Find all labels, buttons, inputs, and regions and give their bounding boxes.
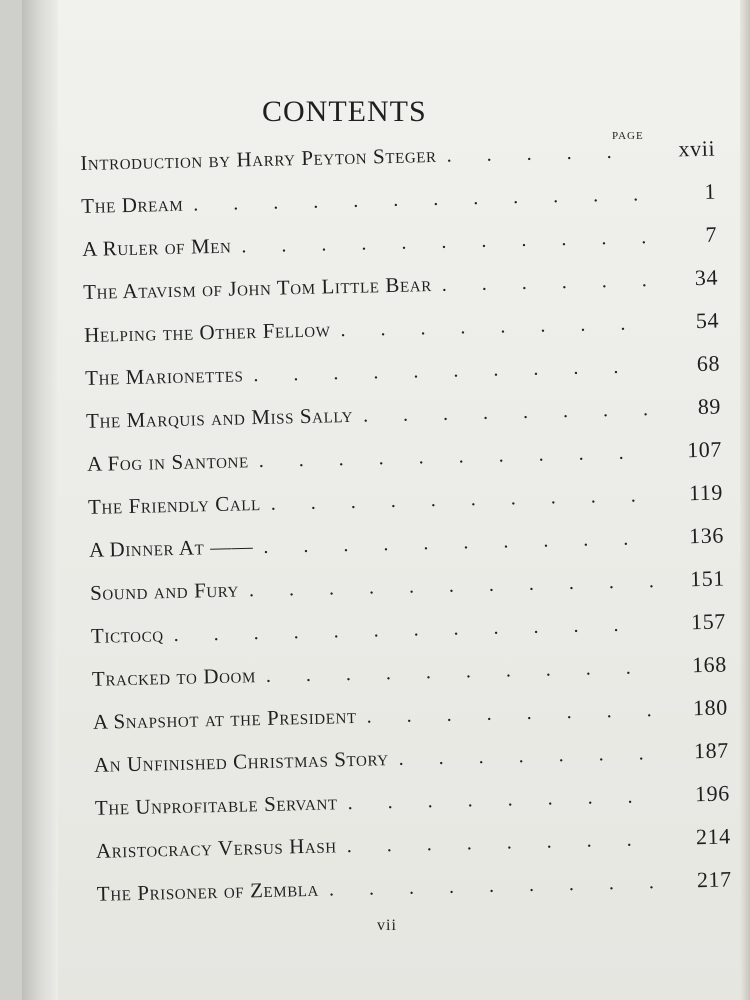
page-edge xyxy=(740,0,750,1000)
dot-leader xyxy=(258,441,650,473)
toc-entry-title: Tictocq xyxy=(90,622,164,648)
toc-entry-title: The Atavism of John Tom Little Bear xyxy=(82,272,433,304)
contents-title: CONTENTS xyxy=(262,95,427,128)
toc-entry-page: 7 xyxy=(705,221,718,247)
dot-leader xyxy=(241,226,645,258)
toc-entry-title: Tracked to Doom xyxy=(91,663,257,691)
toc-entry-title: A Fog in Santone xyxy=(86,448,249,476)
book-page xyxy=(22,0,750,1000)
dot-leader xyxy=(263,527,652,559)
page-column-label: PAGE xyxy=(612,130,644,142)
toc-entry-page: 157 xyxy=(690,608,727,635)
dot-leader xyxy=(329,871,660,902)
toc-entry-page: 107 xyxy=(686,436,723,463)
dot-leader xyxy=(271,484,652,516)
dot-leader xyxy=(398,742,657,771)
toc-entry-page: 68 xyxy=(696,350,721,377)
toc-entry-page: 119 xyxy=(688,479,724,506)
toc-entry-title: Sound and Fury xyxy=(89,577,240,605)
toc-entry-page: 136 xyxy=(688,522,725,549)
toc-entry-title: The Unprofitable Servant xyxy=(94,790,338,820)
dot-leader xyxy=(249,570,653,602)
dot-leader xyxy=(363,398,649,427)
toc-entry-page: 196 xyxy=(694,780,731,807)
dot-leader xyxy=(253,355,648,387)
toc-entry-page: 217 xyxy=(696,866,732,893)
toc-entry-title: A Dinner At —— xyxy=(88,534,254,562)
toc-entry-page: 151 xyxy=(689,565,726,592)
dot-leader xyxy=(366,699,656,729)
toc-entry-title: Introduction by Harry Peyton Steger xyxy=(80,142,437,175)
toc-entry-title: The Prisoner of Zembla xyxy=(96,876,320,906)
toc-entry-title: A Snapshot at the President xyxy=(92,703,357,734)
toc-entry-title: A Ruler of Men xyxy=(81,233,232,261)
toc-entry-page: 54 xyxy=(695,307,720,334)
toc-entry-title: The Marionettes xyxy=(84,362,244,390)
toc-entry-page: xvii xyxy=(678,135,716,162)
toc-entry-title: The Dream xyxy=(80,191,184,218)
toc-entry-page: 1 xyxy=(704,178,717,204)
toc-entry-page: 89 xyxy=(697,393,722,420)
toc-entry-page: 168 xyxy=(691,651,728,678)
page-gutter xyxy=(22,0,58,1000)
toc-entry-title: The Friendly Call xyxy=(87,490,262,519)
toc-entry-page: 34 xyxy=(694,264,719,291)
toc-entry-title: An Unfinished Christmas Story xyxy=(93,746,389,777)
table-of-contents xyxy=(80,136,732,924)
dot-leader xyxy=(340,312,647,342)
toc-entry-title: The Marquis and Miss Sally xyxy=(85,402,354,433)
toc-entry-title: Aristocracy Versus Hash xyxy=(95,833,337,863)
toc-entry-title: Helping the Other Fellow xyxy=(83,317,331,347)
dot-leader xyxy=(346,828,659,858)
toc-entry-page: 214 xyxy=(695,823,732,850)
dot-leader xyxy=(446,140,643,167)
toc-entry-page: 180 xyxy=(692,694,729,721)
dot-leader xyxy=(193,183,644,216)
dot-leader xyxy=(266,656,656,688)
dot-leader xyxy=(347,785,658,815)
dot-leader xyxy=(442,269,647,297)
page-number-folio: vii xyxy=(377,917,397,934)
toc-entry-page: 187 xyxy=(693,737,730,764)
